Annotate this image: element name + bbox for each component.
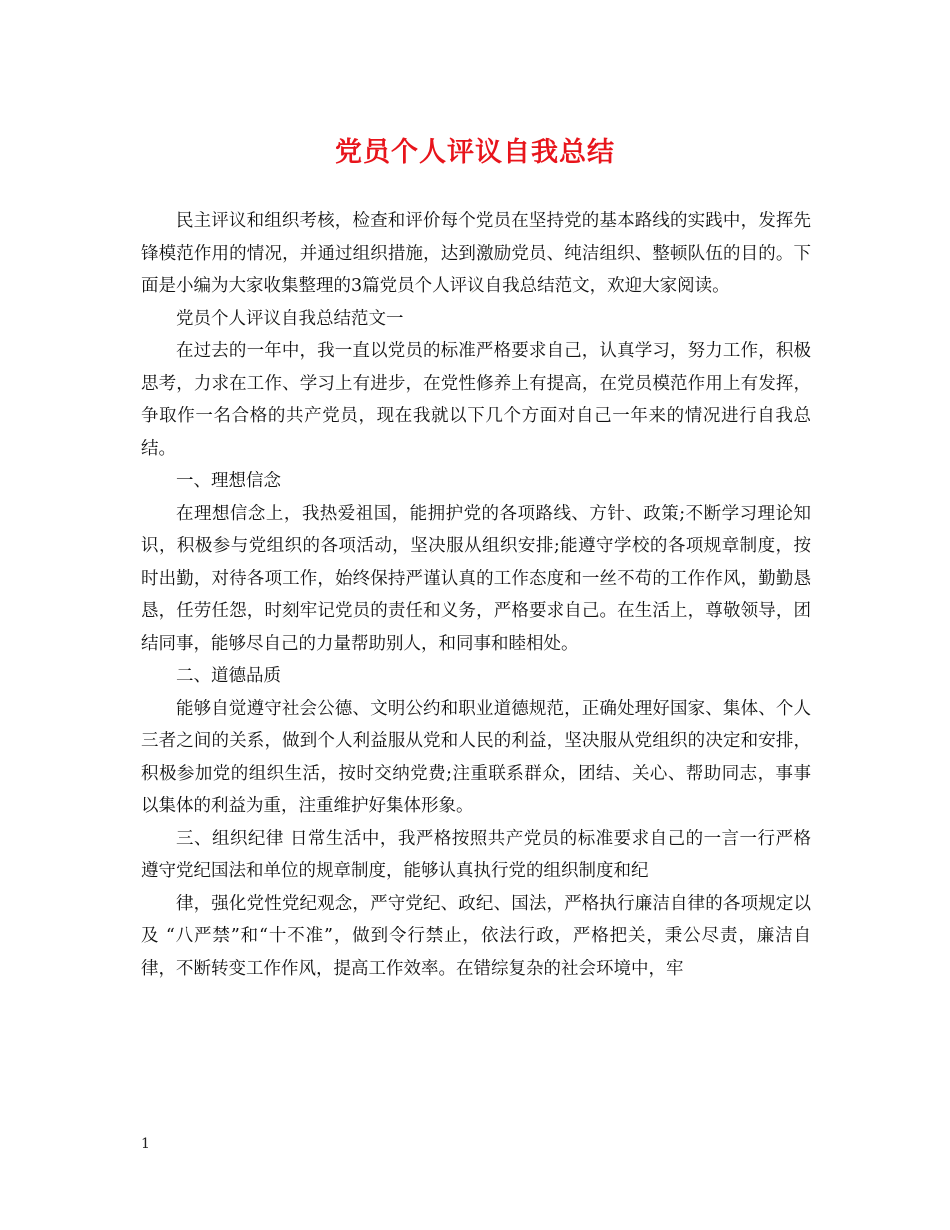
paragraph-sample-heading: 党员个人评议自我总结范文一 (176, 308, 404, 329)
document-title: 党员个人评议自我总结 (335, 137, 615, 168)
page-number: 1 (141, 1136, 150, 1152)
section-heading-morality: 二、道德品质 (176, 666, 281, 686)
paragraph-morality: 能够自觉遵守社会公德、文明公约和职业道德规范，正确处理好国家、集体、个人三者之间的关系，做到个人利益服从党和人民的利益，坚决服从党组织的决定和安排，积极参加党的组织生活，按时交纳党费;注重联系群众，团结、关心、帮助同志，事事以集体的利益为重，注重维护好集体形象。 (141, 698, 811, 816)
section-heading-ideals: 一、理想信念 (176, 471, 281, 491)
document-body (141, 205, 811, 985)
paragraph-discipline-continued: 律，强化党性党纪观念，严守党纪、政纪、国法，严格执行廉洁自律的各项规定以及 “八严禁”和“十不准”，做到令行禁止，依法行政，严格把关，秉公尽责，廉洁自律，不断转变工作作风，提高工作效率。在错综复杂的社会环境中，牢 (141, 893, 811, 979)
paragraph-overview: 在过去的一年中，我一直以党员的标准严格要求自己，认真学习，努力工作，积极思考，力求在工作、学习上有进步，在党性修养上有提高，在党员模范作用上有发挥，争取作一名合格的共产党员，现在我就以下几个方面对自己一年来的情况进行自我总结。 (141, 341, 811, 459)
paragraph-ideals: 在理想信念上，我热爱祖国，能拥护党的各项路线、方针、政策;不断学习理论知识，积极参与党组织的各项活动，坚决服从组织安排;能遵守学校的各项规章制度，按时出勤，对待各项工作，始终保持严谨认真的工作态度和一丝不苟的工作作风，勤勤恳恳，任劳任怨，时刻牢记党员的责任和义务，严格要求自己。在生活上，尊敬领导，团结同事，能够尽自己的力量帮助别人，和同事和睦相处。 (141, 503, 811, 654)
paragraph-intro: 民主评议和组织考核，检查和评价每个党员在坚持党的基本路线的实践中，发挥先锋模范作用的情况，并通过组织措施，达到激励党员、纯洁组织、整顿队伍的目的。下面是小编为大家收集整理的3篇党员个人评议自我总结范文，欢迎大家阅读。 (141, 211, 811, 296)
paragraph-discipline: 三、组织纪律 日常生活中，我严格按照共产党员的标准要求自己的一言一行严格遵守党纪国法和单位的规章制度，能够认真执行党的组织制度和纪 (141, 828, 811, 881)
